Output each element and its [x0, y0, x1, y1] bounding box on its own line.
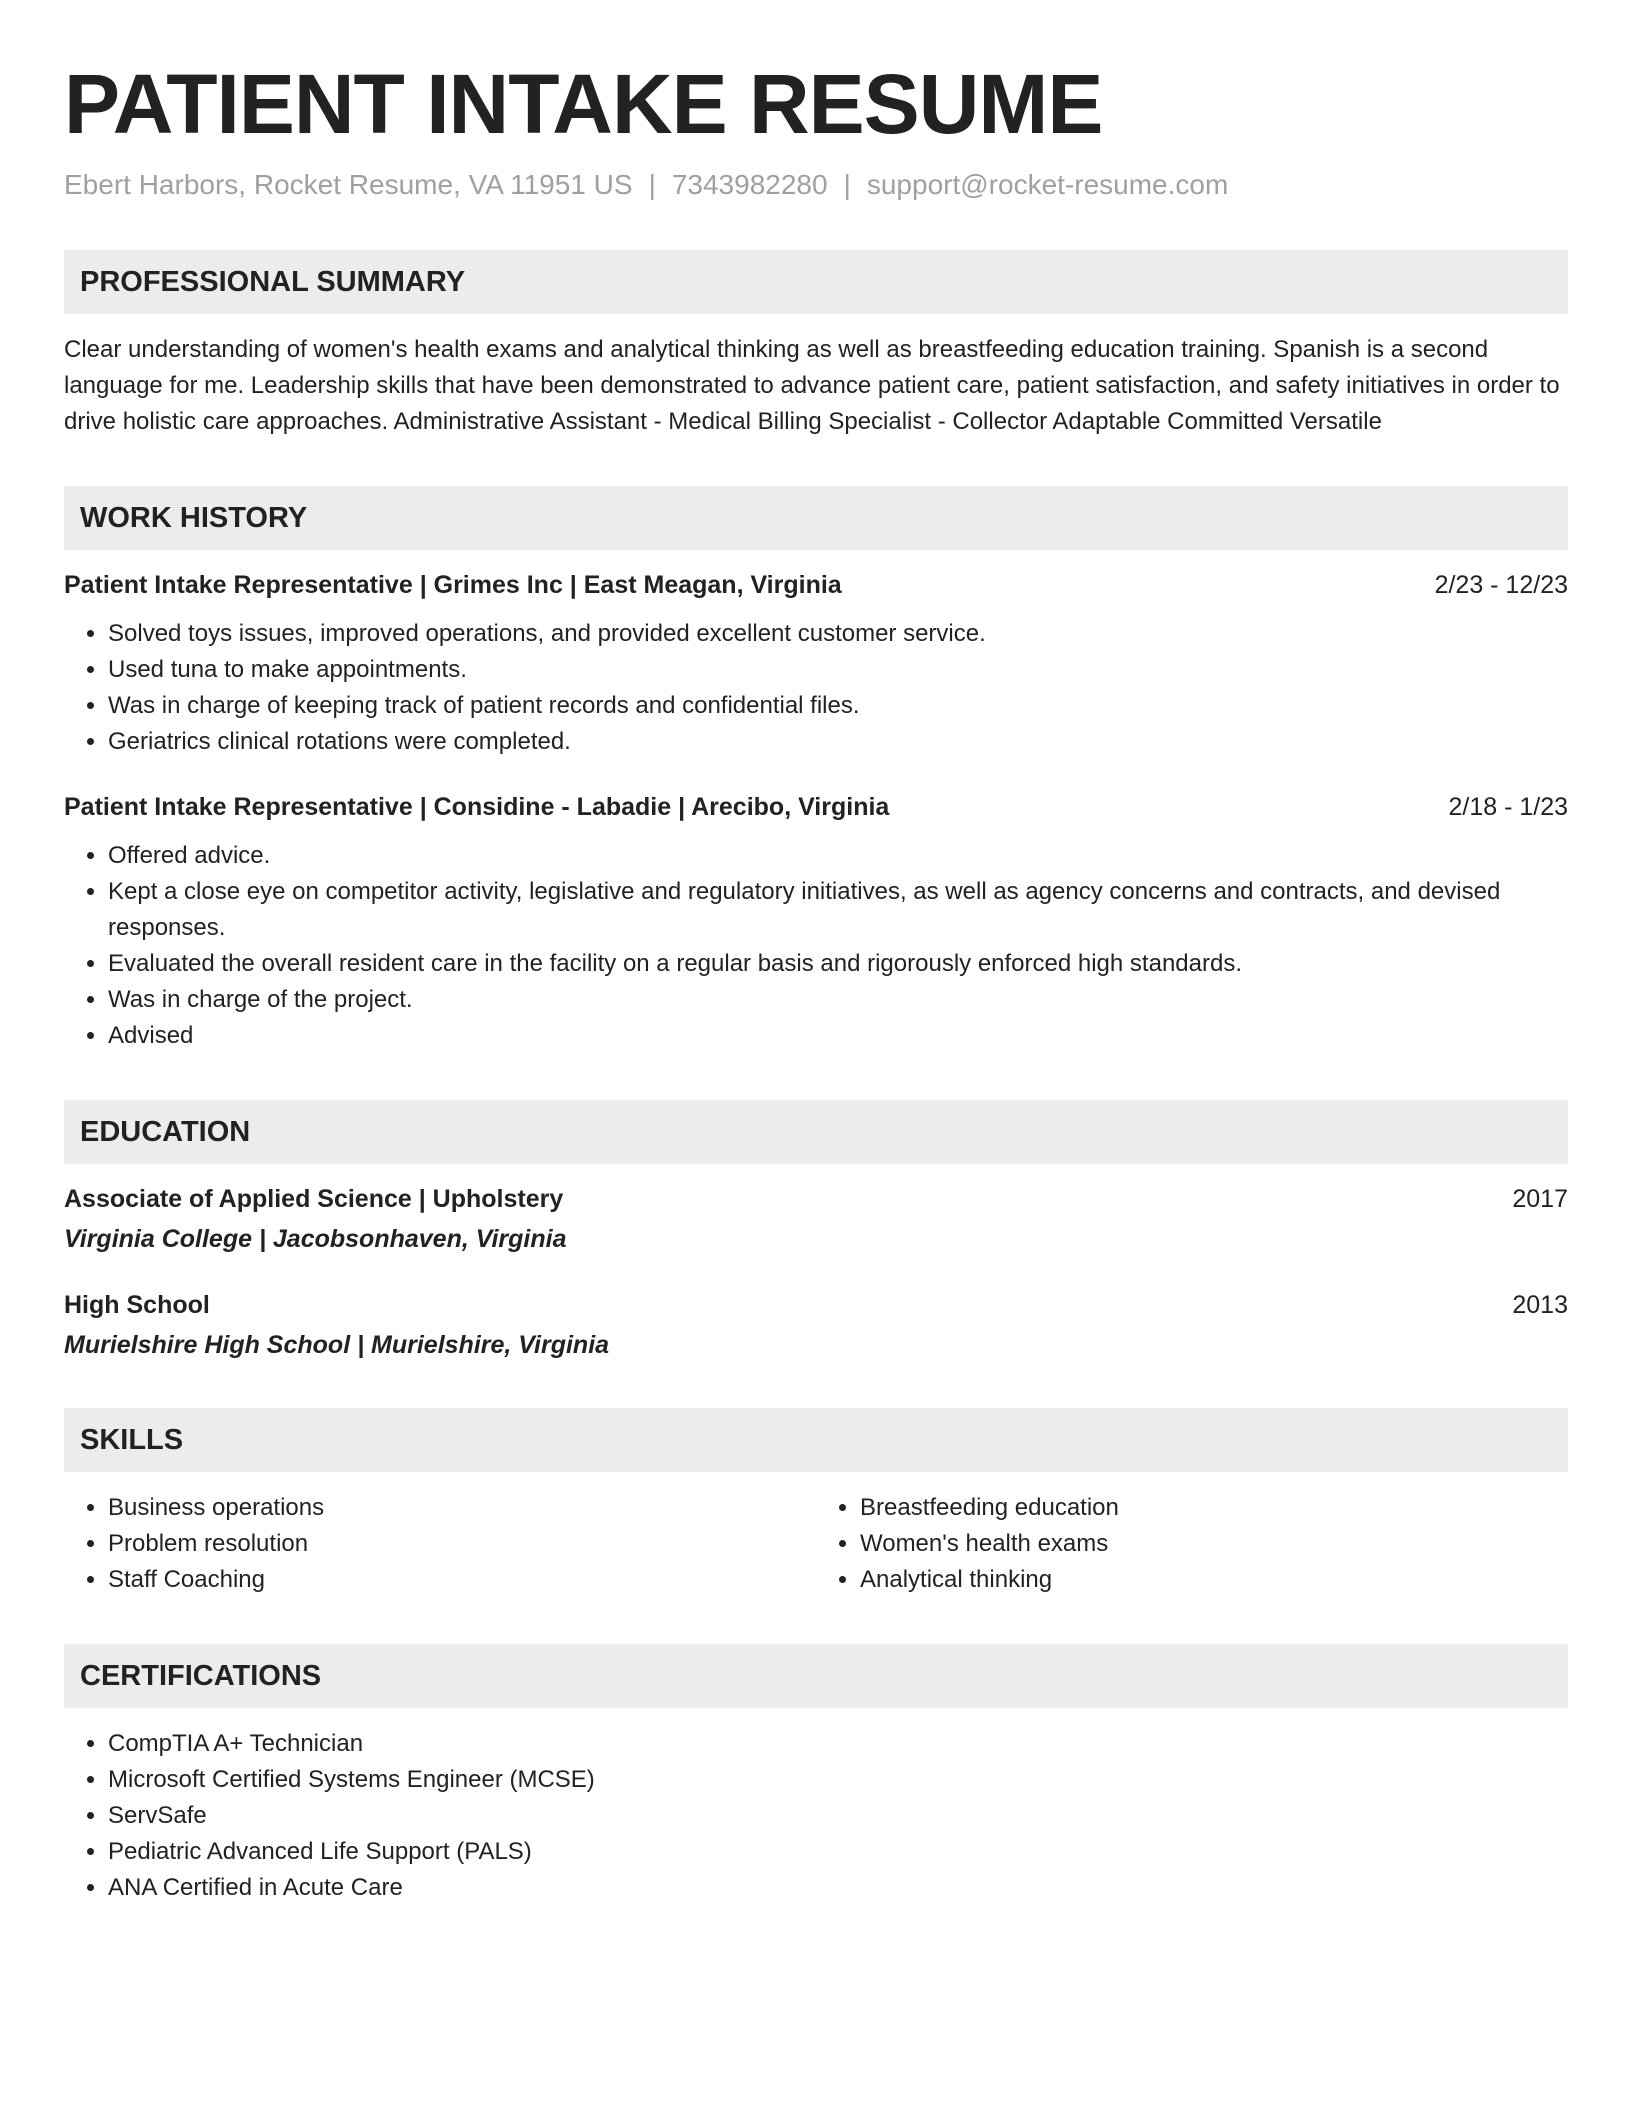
- section-heading-summary: PROFESSIONAL SUMMARY: [64, 250, 1568, 314]
- education-degree: High School: [64, 1291, 210, 1319]
- job-bullet-list: [64, 838, 1568, 1054]
- certifications-list: [64, 1726, 1568, 1906]
- education-year: 2013: [1512, 1291, 1568, 1319]
- job-dates: 2/23 - 12/23: [1434, 571, 1568, 599]
- education-entry: [64, 1288, 1568, 1362]
- summary-text: Clear understanding of women's health exams and analytical thinking as well as breastfeeding education training. Spanish is a second language for me. Leadership skills that have been demonstrated to advance patient care, patient satisfaction, and safety initiatives in order to drive holistic care approaches. Administrative Assistant - Medical Billing Specialist - Collector Adaptable Committed Versatile: [64, 336, 1560, 435]
- section-heading-work-history: WORK HISTORY: [64, 486, 1568, 550]
- education-school: Murielshire High School | Murielshire, Virginia: [64, 1331, 610, 1359]
- section-heading-skills: SKILLS: [64, 1408, 1568, 1472]
- education-header: [64, 1288, 1568, 1322]
- job-bullet: • Solved toys issues, improved operations, and provided excellent customer service.: [108, 616, 1568, 652]
- skill-item: • Business operations: [108, 1490, 816, 1526]
- skill-item: • Staff Coaching: [108, 1562, 816, 1598]
- certification-item: • Pediatric Advanced Life Support (PALS): [108, 1834, 1568, 1870]
- job-bullet: • Geriatrics clinical rotations were completed.: [108, 724, 1568, 760]
- certification-item: • CompTIA A+ Technician: [108, 1726, 1568, 1762]
- job-title: Patient Intake Representative | Grimes Inc | East Meagan, Virginia: [64, 571, 842, 599]
- skills-list-right: [816, 1490, 1568, 1598]
- education-school: Virginia College | Jacobsonhaven, Virginia: [64, 1225, 567, 1253]
- job-bullet: • Offered advice.: [108, 838, 1568, 874]
- job-entry: [64, 790, 1568, 1054]
- job-bullet-list: [64, 616, 1568, 760]
- education-year: 2017: [1512, 1185, 1568, 1213]
- job-header: [64, 790, 1568, 824]
- job-bullet: • Advised: [108, 1018, 1568, 1054]
- job-dates: 2/18 - 1/23: [1448, 793, 1568, 821]
- education-entry: [64, 1182, 1568, 1256]
- job-bullet: • Was in charge of the project.: [108, 982, 1568, 1018]
- skill-item: • Problem resolution: [108, 1526, 816, 1562]
- education-degree: Associate of Applied Science | Upholstery: [64, 1185, 564, 1213]
- contact-address: Ebert Harbors, Rocket Resume, VA 11951 US: [64, 169, 633, 200]
- education-header: [64, 1182, 1568, 1216]
- skills-grid: [64, 1490, 1568, 1598]
- skill-item: • Women's health exams: [860, 1526, 1568, 1562]
- resume-title: PATIENT INTAKE RESUME: [64, 57, 1103, 151]
- skills-list-left: [64, 1490, 816, 1598]
- skill-item: • Breastfeeding education: [860, 1490, 1568, 1526]
- job-bullet: • Kept a close eye on competitor activity, legislative and regulatory initiatives, as well as agency concerns and contracts, and devised responses.: [108, 874, 1568, 946]
- certification-item: • ServSafe: [108, 1798, 1568, 1834]
- certification-item: • ANA Certified in Acute Care: [108, 1870, 1568, 1906]
- contact-email: support@rocket-resume.com: [866, 169, 1229, 200]
- job-header: [64, 568, 1568, 602]
- contact-phone: 7343982280: [671, 169, 828, 200]
- job-entry: [64, 568, 1568, 760]
- contact-line: [64, 166, 1568, 204]
- skill-item: • Analytical thinking: [860, 1562, 1568, 1598]
- section-heading-certifications: CERTIFICATIONS: [64, 1644, 1568, 1708]
- contact-separator: |: [843, 169, 851, 200]
- job-bullet: • Used tuna to make appointments.: [108, 652, 1568, 688]
- job-bullet: • Evaluated the overall resident care in the facility on a regular basis and rigorously enforced high standards.: [108, 946, 1568, 982]
- job-bullet: • Was in charge of keeping track of patient records and confidential files.: [108, 688, 1568, 724]
- contact-separator: |: [648, 169, 656, 200]
- certification-item: • Microsoft Certified Systems Engineer (MCSE): [108, 1762, 1568, 1798]
- job-title: Patient Intake Representative | Considine - Labadie | Arecibo, Virginia: [64, 793, 890, 821]
- section-heading-education: EDUCATION: [64, 1100, 1568, 1164]
